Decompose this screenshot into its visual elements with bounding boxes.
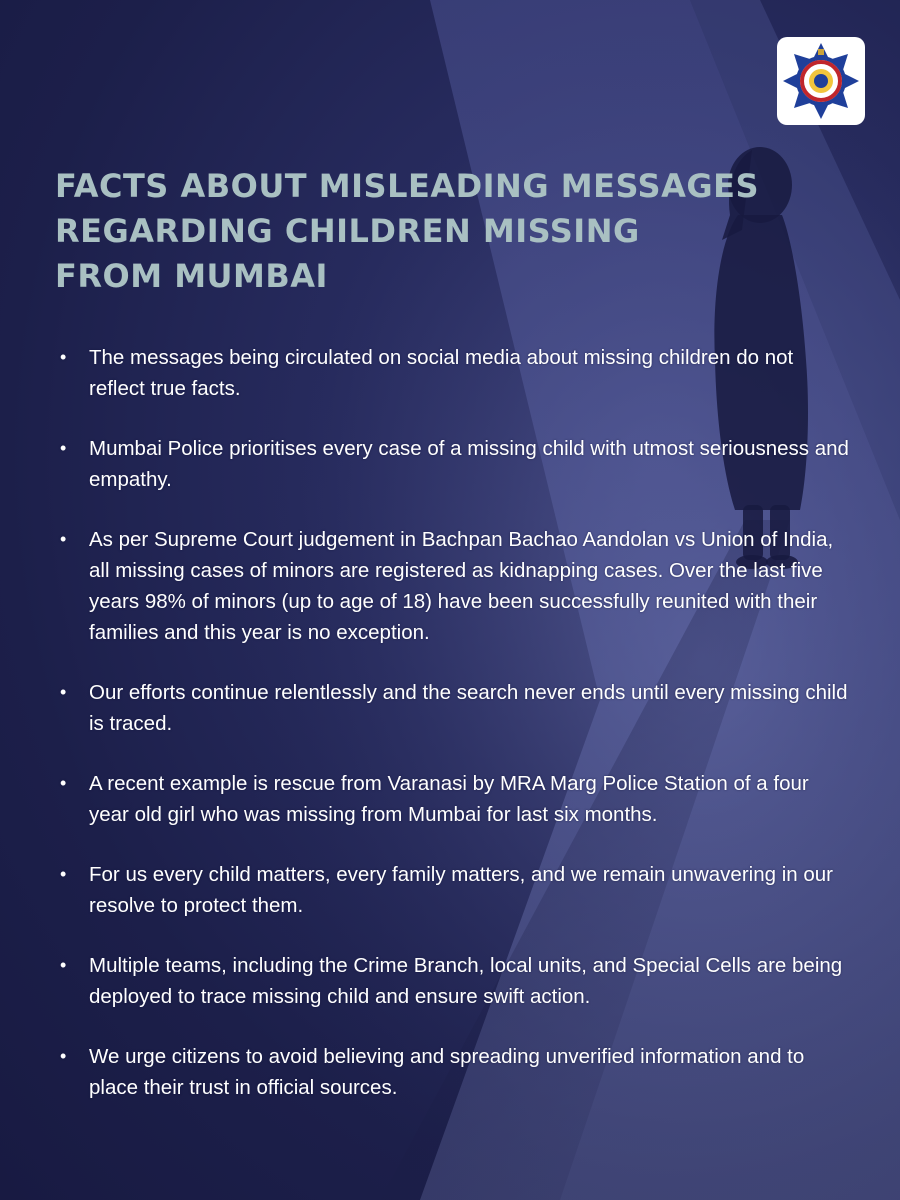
fact-item [60, 768, 850, 830]
bullet-point: • [60, 438, 67, 458]
fact-item [60, 524, 850, 648]
fact-item [60, 433, 850, 495]
bullet-point: • [60, 682, 67, 702]
title-line: REGARDING CHILDREN MISSING [55, 212, 640, 250]
fact-item [60, 342, 850, 404]
fact-text: We urge citizens to avoid believing and spreading unverified information and to place their trust in official sources. [89, 1045, 805, 1099]
fact-item [60, 677, 850, 739]
fact-text: Our efforts continue relentlessly and the search never ends until every missing child is traced. [89, 681, 848, 735]
title-line: FACTS ABOUT MISLEADING MESSAGES [55, 167, 760, 205]
bullet-point: • [60, 347, 67, 367]
bullet-point: • [60, 864, 67, 884]
bullet-point: • [60, 955, 67, 975]
fact-item [60, 859, 850, 921]
fact-item [60, 1041, 850, 1103]
fact-text: As per Supreme Court judgement in Bachpan Bachao Aandolan vs Union of India, all missing cases of minors are registered as kidnapping cases. Over the last five years 98% of minors (up to age of 18) have been successfully reunited with their families and this year is no exception. [89, 528, 834, 644]
fact-text: Mumbai Police prioritises every case of a missing child with utmost seriousness and empathy. [89, 437, 849, 491]
fact-text: A recent example is rescue from Varanasi by MRA Marg Police Station of a four year old girl who was missing from Mumbai for last six months. [89, 772, 809, 826]
mumbai-police-emblem-icon [777, 37, 865, 125]
fact-text: Multiple teams, including the Crime Branch, local units, and Special Cells are being deployed to trace missing child and ensure swift action. [89, 954, 843, 1008]
bullet-point: • [60, 773, 67, 793]
bullet-point: • [60, 529, 67, 549]
fact-item [60, 950, 850, 1012]
fact-text: The messages being circulated on social media about missing children do not reflect true facts. [89, 346, 794, 400]
bullet-point: • [60, 1046, 67, 1066]
fact-text: For us every child matters, every family matters, and we remain unwavering in our resolve to protect them. [89, 863, 833, 917]
title-line: FROM MUMBAI [55, 257, 328, 295]
facts-list [60, 342, 850, 1132]
page-title [55, 164, 815, 299]
